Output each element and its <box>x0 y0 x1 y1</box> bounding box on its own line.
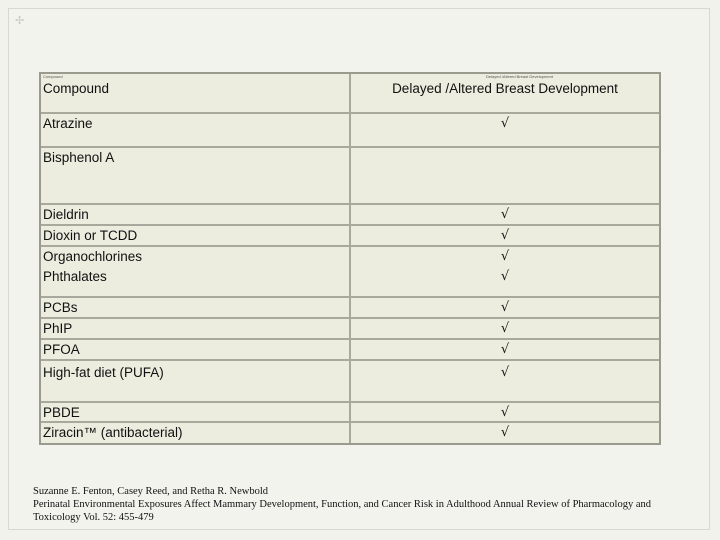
compound-name: PFOA <box>43 342 80 357</box>
table-row-group <box>41 247 659 298</box>
citation-journal: Toxicology Vol. 52: 455-479 <box>33 512 154 523</box>
tiny-label-left: Compound <box>43 74 63 79</box>
check-mark: √ <box>500 405 510 420</box>
table-row <box>41 361 659 403</box>
compound-cell <box>41 423 351 443</box>
mark-cell <box>351 298 659 317</box>
header-compound: Compound <box>43 81 110 96</box>
compound-name: Phthalates <box>43 269 107 284</box>
compound-cell <box>41 205 351 224</box>
mark-cell <box>351 319 659 338</box>
table-row <box>41 226 659 247</box>
compound-name: Dioxin or TCDD <box>43 228 138 243</box>
check-mark: √ <box>500 207 510 222</box>
mark-cell <box>351 226 659 245</box>
check-mark: √ <box>500 228 510 243</box>
table-row <box>41 148 659 205</box>
compound-cell <box>41 319 351 338</box>
table-row <box>41 205 659 226</box>
compound-cell <box>41 148 351 203</box>
compound-cell <box>41 361 351 401</box>
compound-name: PhIP <box>43 321 73 336</box>
header-effect-cell <box>351 74 659 112</box>
citation <box>33 485 713 524</box>
compound-name: High-fat diet (PUFA) <box>43 365 164 380</box>
header-effect: Delayed /Altered Breast Development <box>392 81 618 96</box>
header-compound-cell <box>41 74 351 112</box>
check-mark: √ <box>500 321 510 336</box>
tiny-label-right: Delayed /Altered Breast Development <box>486 74 553 79</box>
compound-cell <box>41 403 351 421</box>
mark-cell <box>351 340 659 359</box>
mark-cell <box>351 114 659 146</box>
compound-cell <box>41 298 351 317</box>
check-mark: √ <box>500 300 510 315</box>
check-mark: √ <box>500 425 510 440</box>
compound-cell <box>41 340 351 359</box>
compound-name: PCBs <box>43 300 78 315</box>
compound-name: Dieldrin <box>43 207 89 222</box>
corner-decoration-icon: ✢ <box>15 14 25 27</box>
table-row <box>41 423 659 443</box>
mark-cell <box>351 403 659 421</box>
compound-name: Atrazine <box>43 116 93 131</box>
mark-cell <box>351 361 659 401</box>
compound-name: PBDE <box>43 405 80 420</box>
compound-name: Ziracin™ (antibacterial) <box>43 425 183 440</box>
compound-name: Organochlorines <box>43 249 143 264</box>
check-mark: √ <box>500 249 510 264</box>
mark-cell <box>351 148 659 203</box>
table-row <box>41 403 659 423</box>
table-row <box>41 340 659 361</box>
compound-name: Bisphenol A <box>43 150 115 165</box>
mark-cell <box>351 247 659 296</box>
compound-table <box>39 72 661 445</box>
table-header-row <box>41 74 659 114</box>
check-mark: √ <box>500 116 510 131</box>
table-row <box>41 114 659 148</box>
citation-title: Perinatal Environmental Exposures Affect Mammary Development, Function, and Cancer Risk in Adulthood Annual Review of Pharmacology and <box>33 499 652 510</box>
table-row <box>41 319 659 340</box>
check-mark: √ <box>500 365 510 380</box>
compound-cell <box>41 114 351 146</box>
mark-cell <box>351 205 659 224</box>
check-mark: √ <box>500 269 510 284</box>
table-row <box>41 298 659 319</box>
compound-cell <box>41 226 351 245</box>
mark-cell <box>351 423 659 443</box>
citation-authors: Suzanne E. Fenton, Casey Reed, and Retha R. Newbold <box>33 486 269 497</box>
check-mark: √ <box>500 342 510 357</box>
compound-cell <box>41 247 351 296</box>
